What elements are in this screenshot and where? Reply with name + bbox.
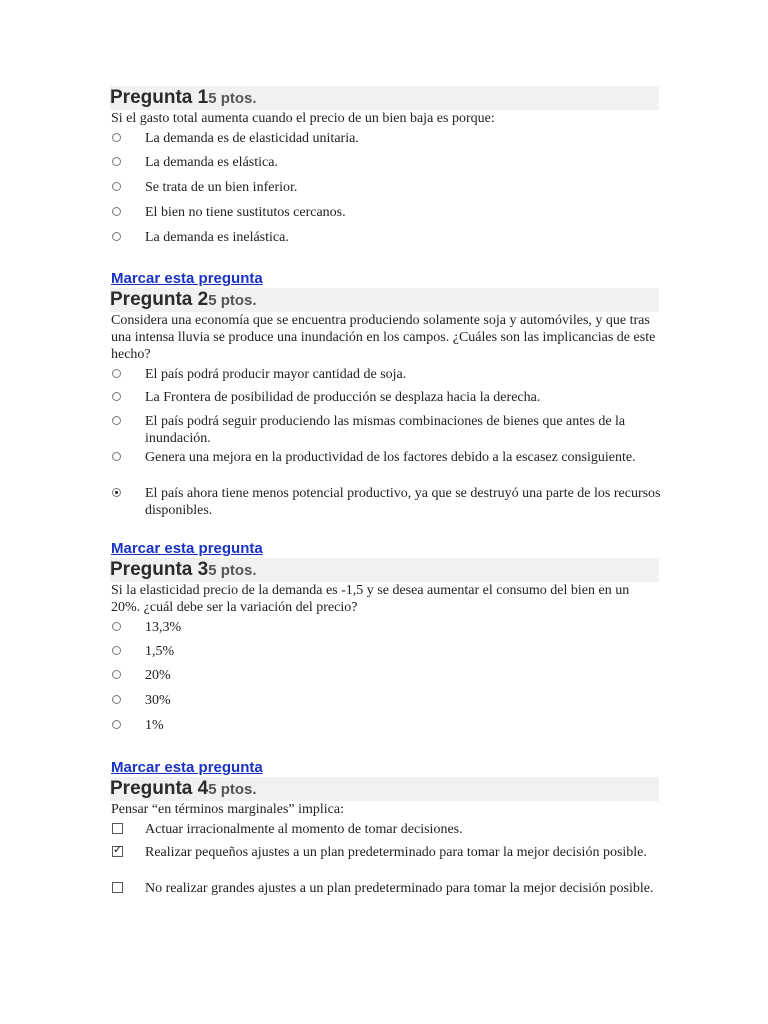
option-label[interactable]: El país ahora tiene menos potencial productivo, ya que se destruyó una parte de los recursos disponibles. xyxy=(145,486,661,518)
radio-button[interactable] xyxy=(112,695,121,704)
option-label[interactable]: No realizar grandes ajustes a un plan predeterminado para tomar la mejor decisión posible. xyxy=(145,881,654,896)
option-label[interactable]: 1% xyxy=(145,718,164,733)
option-label[interactable]: 1,5% xyxy=(145,644,175,659)
option-label[interactable]: La demanda es elástica. xyxy=(145,155,278,170)
option-label[interactable]: Se trata de un bien inferior. xyxy=(145,180,298,195)
question-points: 5 ptos. xyxy=(208,292,257,309)
radio-button[interactable] xyxy=(112,646,121,655)
question-points: 5 ptos. xyxy=(208,90,257,107)
question-text: Si la elasticidad precio de la demanda es -1,5 y se desea aumentar el consumo del bien en un 20%. ¿cuál debe ser la variación del precio? xyxy=(111,583,630,615)
radio-button[interactable] xyxy=(112,207,121,216)
question-title: Pregunta 25 ptos. xyxy=(110,289,257,310)
radio-button[interactable] xyxy=(112,416,121,425)
radio-button[interactable] xyxy=(112,392,121,401)
radio-button[interactable] xyxy=(112,720,121,729)
radio-button[interactable] xyxy=(112,157,121,166)
option-label[interactable]: Realizar pequeños ajustes a un plan predeterminado para tomar la mejor decisión posible. xyxy=(145,845,647,860)
question-text: Considera una economía que se encuentra produciendo solamente soja y automóviles, y que tras una intensa lluvia se produce una inundación en los campos. ¿Cuáles son las implicancias de este hecho? xyxy=(111,313,656,362)
option-label[interactable]: El bien no tiene sustitutos cercanos. xyxy=(145,205,346,220)
option-label[interactable]: Actuar irracionalmente al momento de tomar decisiones. xyxy=(145,822,463,837)
mark-question-link[interactable]: Marcar esta pregunta xyxy=(111,540,263,557)
question-header xyxy=(110,777,659,801)
option-label[interactable]: 20% xyxy=(145,668,171,683)
radio-button[interactable] xyxy=(112,452,121,461)
checkbox[interactable] xyxy=(112,882,123,893)
question-header xyxy=(110,288,659,312)
question-header xyxy=(110,86,659,110)
mark-question-link[interactable]: Marcar esta pregunta xyxy=(111,759,263,776)
checkbox-checked[interactable] xyxy=(112,846,123,857)
question-title: Pregunta 45 ptos. xyxy=(110,778,257,799)
option-label[interactable]: 30% xyxy=(145,693,171,708)
question-text: Si el gasto total aumenta cuando el precio de un bien baja es porque: xyxy=(111,111,495,126)
question-text: Pensar “en términos marginales” implica: xyxy=(111,802,345,817)
checkbox[interactable] xyxy=(112,823,123,834)
option-label[interactable]: El país podrá seguir produciendo las mismas combinaciones de bienes que antes de la inundación. xyxy=(145,414,626,446)
question-title: Pregunta 15 ptos. xyxy=(110,87,257,108)
question-title: Pregunta 35 ptos. xyxy=(110,559,257,580)
radio-button[interactable] xyxy=(112,232,121,241)
question-points: 5 ptos. xyxy=(208,781,257,798)
radio-button[interactable] xyxy=(112,670,121,679)
radio-button-selected[interactable] xyxy=(112,488,121,497)
option-label[interactable]: El país podrá producir mayor cantidad de soja. xyxy=(145,367,407,382)
radio-button[interactable] xyxy=(112,182,121,191)
radio-button[interactable] xyxy=(112,133,121,142)
option-label[interactable]: La demanda es inelástica. xyxy=(145,230,289,245)
question-points: 5 ptos. xyxy=(208,562,257,579)
mark-question-link[interactable]: Marcar esta pregunta xyxy=(111,270,263,287)
question-header xyxy=(110,558,659,582)
radio-button[interactable] xyxy=(112,369,121,378)
option-label[interactable]: Genera una mejora en la productividad de los factores debido a la escasez consiguiente. xyxy=(145,450,636,465)
option-label[interactable]: La Frontera de posibilidad de producción se desplaza hacia la derecha. xyxy=(145,390,541,405)
option-label[interactable]: 13,3% xyxy=(145,620,182,635)
radio-button[interactable] xyxy=(112,622,121,631)
option-label[interactable]: La demanda es de elasticidad unitaria. xyxy=(145,131,359,146)
